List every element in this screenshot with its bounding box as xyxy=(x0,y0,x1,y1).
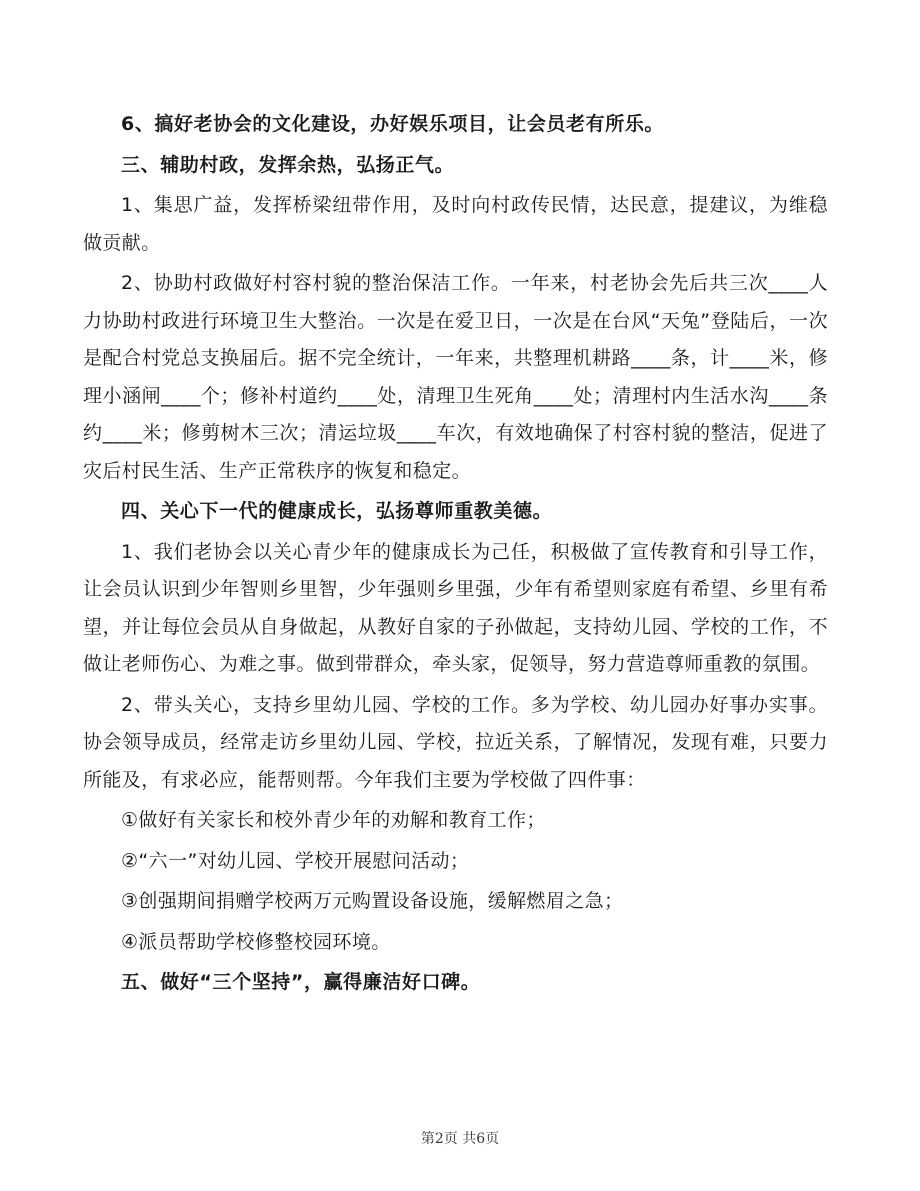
item-6-heading: 6、搞好老协会的文化建设，办好娱乐项目，让会员老有所乐。 xyxy=(121,113,665,135)
section-3-heading: 三、辅助村政，发挥余热，弘扬正气。 xyxy=(121,153,455,176)
section-4-heading: 四、关心下一代的健康成长，弘扬尊师重教美德。 xyxy=(121,500,553,522)
section-3-item-1: 1、集思广益，发挥桥梁纽带作用，及时向村政传民情，达民意，提建议，为维稳做贡献。 xyxy=(83,194,828,254)
section-4-item-2: 2、带头关心，支持乡里幼儿园、学校的工作。多为学校、幼儿园办好事办实事。协会领导成员，经常走访乡里幼儿园、学校，拉近关系，了解情况，发现有难，只要力所能及，有求必应，能帮则帮。今年我们主要为学校做了四件事： xyxy=(83,693,828,791)
section-5-heading: 五、做好“三个坚持”，赢得廉洁好口碑。 xyxy=(121,971,481,993)
list-item-2: ②“六一”对幼儿园、学校开展慰问活动； xyxy=(121,849,470,872)
list-item-3: ③创强期间捐赠学校两万元购置设备设施，缓解燃眉之急； xyxy=(121,890,624,912)
list-item-1: ①做好有关家长和校外青少年的劝解和教育工作； xyxy=(121,809,546,831)
section-3-item-2: 2、协助村政做好村容村貌的整治保洁工作。一年来，村老协会先后共三次____人力协助村政进行环境卫生大整治。一次是在爱卫日，一次是在台风“天兔”登陆后，一次是配合村党总支换届后。据不完全统计，一年来，共整理机耕路____条，计____米，修理小涵闸____个；修补村道约____处，清理卫生死角____处；清理村内生活水沟____条约____米；修剪树木三次；清运垃圾____车次，有效地确保了村容村貌的整洁，促进了灾后村民生活、生产正常秩序的恢复和稳定。 xyxy=(83,272,828,482)
document-body xyxy=(83,106,828,1005)
section-4-item-1: 1、我们老协会以关心青少年的健康成长为己任，积极做了宣传教育和引导工作，让会员认识到少年智则乡里智，少年强则乡里强，少年有希望则家庭有希望、乡里有希望，并让每位会员从自身做起，从教好自家的子孙做起，支持幼儿园、学校的工作，不做让老师伤心、为难之事。做到带群众，牵头家，促领导，努力营造尊师重教的氛围。 xyxy=(83,540,828,675)
list-item-4: ④派员帮助学校修整校园环境。 xyxy=(121,930,391,953)
page-number: 第2页 共6页 xyxy=(420,1131,500,1147)
